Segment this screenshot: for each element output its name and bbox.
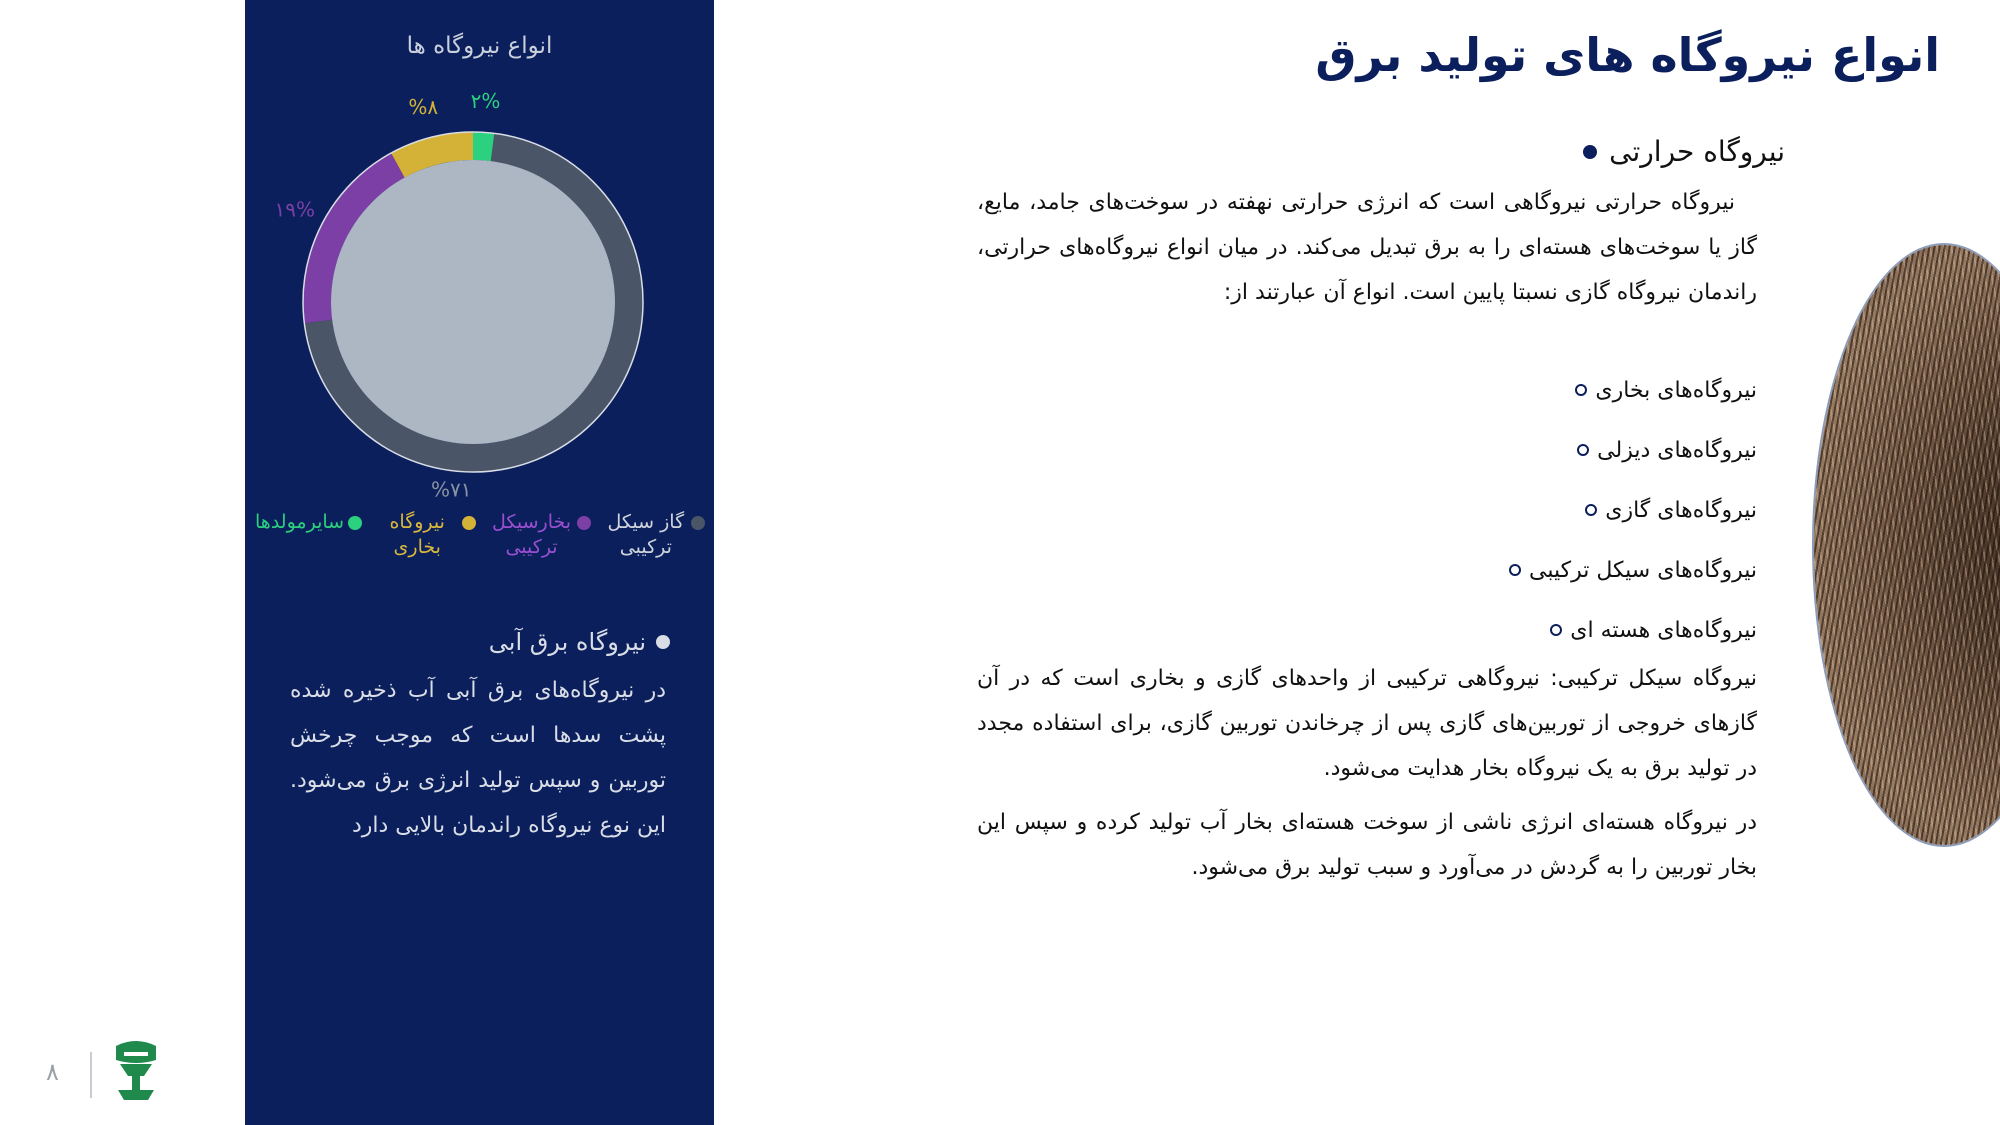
legend-dot-icon — [691, 516, 705, 530]
page-title: انواع نیروگاه های تولید برق — [1315, 28, 1940, 82]
legend-dot-icon — [348, 516, 362, 530]
circle-bullet-icon — [1550, 624, 1562, 636]
plant-type-item — [1509, 420, 1757, 480]
legend-dot-icon — [462, 516, 476, 530]
legend-item — [376, 510, 476, 570]
legend-label: گاز سیکل ترکیبی — [607, 511, 685, 558]
chart-title: انواع نیروگاه ها — [406, 33, 553, 59]
hydro-heading — [489, 628, 670, 656]
circle-bullet-icon — [1575, 384, 1587, 396]
plant-types-list — [1509, 360, 1757, 660]
combined-cycle-paragraph: نیروگاه سیکل ترکیبی: نیروگاهی ترکیبی از واحدهای گازی و بخاری است که در آن گازهای خروجی از توربین‌های گازی پس از چرخاندن توربین گازی، برای استفاده مجدد در تولید برق به یک نیروگاه بخار هدایت می‌شود. — [977, 666, 1757, 781]
plant-type-item — [1509, 360, 1757, 420]
circle-bullet-icon — [1577, 444, 1589, 456]
bullet-icon — [1583, 145, 1597, 159]
plant-type-item — [1509, 540, 1757, 600]
plant-type-item — [1509, 480, 1757, 540]
thermal-heading-text: نیروگاه حرارتی — [1609, 135, 1785, 168]
slice-value-label: %۸ — [408, 94, 439, 119]
pie-slice — [473, 132, 494, 161]
legend-label: بخارسیکل ترکیبی — [492, 511, 572, 558]
plant-type-label: نیروگاه‌های سیکل ترکیبی — [1529, 557, 1757, 583]
plant-type-label: نیروگاه‌های دیزلی — [1597, 437, 1757, 463]
slice-value-label: ۱۹% — [274, 197, 316, 222]
legend-item — [490, 510, 590, 570]
logo-icon — [110, 1038, 162, 1104]
nuclear-paragraph: در نیروگاه هسته‌ای انرژی ناشی از سوخت هسته‌ای بخار آب تولید کرده و سپس این بخار توربین را به گردش در می‌آورد و سبب تولید برق می‌شود. — [977, 810, 1757, 880]
slice-value-label: %۷۱ — [431, 477, 472, 502]
bullet-icon — [656, 635, 670, 649]
page-number: ۸ — [46, 1058, 59, 1086]
slice-value-label: ۲% — [470, 88, 501, 113]
plant-type-label: نیروگاه‌های بخاری — [1595, 377, 1757, 403]
plant-type-label: نیروگاه‌های گازی — [1605, 497, 1757, 523]
power-lines-photo — [1814, 245, 2000, 845]
chart-legend — [255, 510, 705, 570]
legend-item — [255, 510, 362, 570]
legend-label: سایرمولدها — [255, 511, 345, 533]
donut-chart — [245, 75, 714, 505]
plant-type-label: نیروگاه‌های هسته ای — [1570, 617, 1757, 643]
footer-divider — [90, 1052, 92, 1098]
donut-center — [331, 160, 615, 444]
circle-bullet-icon — [1509, 564, 1521, 576]
hydro-heading-text: نیروگاه برق آبی — [488, 628, 646, 656]
legend-label: نیروگاه بخاری — [389, 511, 445, 558]
thermal-paragraph: نیروگاه حرارتی نیروگاهی است که انرژی حرارتی نهفته در سوخت‌های جامد، مایع، گاز یا سوخت‌های هسته‌ای را به برق تبدیل می‌کند. در میان انواع نیروگاه‌های حرارتی، راندمان نیروگاه گازی نسبتا پایین است. انواع آن عبارتند از: — [977, 190, 1757, 305]
legend-dot-icon — [577, 516, 591, 530]
plant-type-item — [1509, 600, 1757, 660]
thermal-heading — [1583, 135, 1785, 168]
hydro-paragraph: در نیروگاه‌های برق آبی آب ذخیره شده پشت سدها است که موجب چرخش توربین و سپس تولید انرژی برق می‌شود. این نوع نیروگاه راندمان بالایی دارد — [290, 678, 666, 838]
circle-bullet-icon — [1585, 504, 1597, 516]
legend-item — [605, 510, 705, 570]
